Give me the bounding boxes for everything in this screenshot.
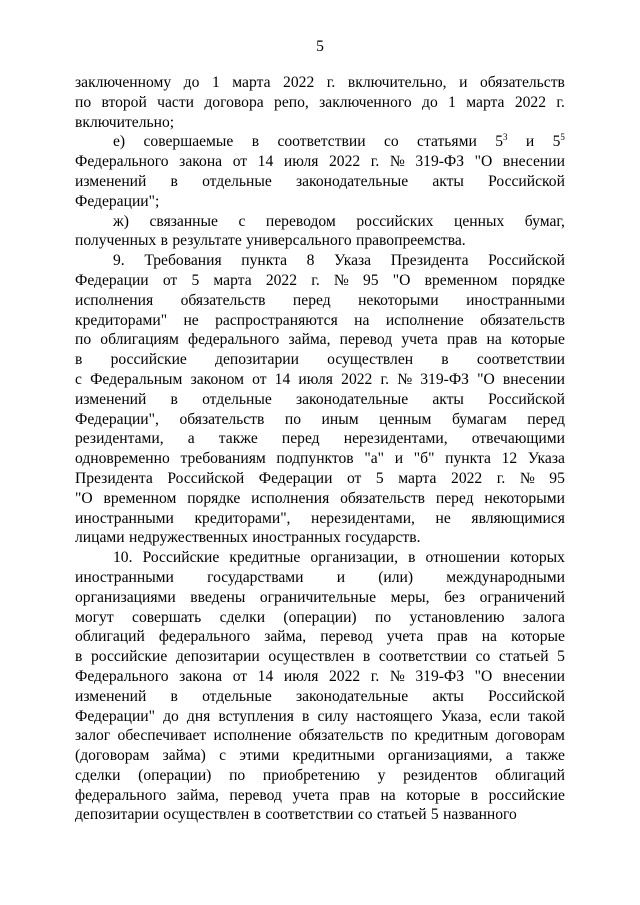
text-line: федерального займа, перевод учета прав на которые в российские: [75, 786, 565, 804]
text-line: облигаций федерального займа, перевод учета прав на которые: [75, 628, 565, 646]
text-line: изменений в отдельные законодательные акты Российской: [75, 390, 565, 408]
text-line: иностранными кредиторами", нерезидентами, не являющимися: [75, 509, 565, 527]
text-line: залог обеспечивает исполнение обязательств по кредитным договорам: [75, 727, 565, 745]
paragraph-e: [75, 132, 565, 211]
text-line: полученных в результате универсального правопреемства.: [75, 232, 466, 250]
text-line: 10. Российские кредитные организации, в отношении которых: [113, 549, 565, 567]
text-line: исполнения обязательств перед некоторыми иностранными: [75, 291, 565, 309]
text-line: изменений в отдельные законодательные акты Российской: [75, 172, 565, 190]
text-line: Федерации";: [75, 192, 160, 210]
text-line: в российские депозитарии осуществлен в соответствии: [75, 351, 565, 369]
text-line: по облигациям федерального займа, перевод учета прав на которые: [75, 331, 565, 349]
text-line: сделки (операции) по приобретению у резидентов облигаций: [75, 766, 565, 784]
text-line: одновременно требованиям подпунктов "а" и "б" пункта 12 Указа: [75, 450, 565, 468]
text-line: кредиторами" не распространяются на исполнение обязательств: [75, 311, 565, 329]
text-line: 9. Требования пункта 8 Указа Президента Российской: [113, 252, 565, 270]
text-line: могут совершать сделки (операции) по установлению залога: [75, 608, 565, 626]
text-line: (договорам займа) с этими кредитными организациями, а также: [75, 747, 565, 765]
text-line: с Федеральным законом от 14 июля 2022 г. № 319-ФЗ "О внесении: [75, 370, 565, 388]
text-line: заключенному до 1 марта 2022 г. включительно, и обязательств: [75, 74, 565, 91]
text-line: депозитарии осуществлен в соответствии со статьей 5 названного: [75, 806, 517, 824]
paragraph-p9: [75, 251, 565, 548]
text-line: "О временном порядке исполнения обязательств перед некоторыми: [75, 489, 565, 507]
text-line: по второй части договора репо, заключенного до 1 марта 2022 г.: [75, 93, 565, 111]
paragraph-zh: [75, 212, 565, 252]
text-line: организациями введены ограничительные меры, без ограничений: [75, 588, 565, 606]
text-line: резидентами, а также перед нерезидентами, отвечающими: [75, 430, 565, 448]
text-line: Федерального закона от 14 июля 2022 г. № 319-ФЗ "О внесении: [75, 153, 565, 171]
page-number: 5: [316, 38, 324, 55]
text-line: в российские депозитарии осуществлен в соответствии со статьей 5: [75, 648, 565, 666]
text-line: иностранными государствами и (или) международными: [75, 568, 565, 586]
text-line: е) совершаемые в соответствии со статьями $5^3$ и $5^5$: [113, 132, 565, 151]
paragraph-cont: [75, 73, 565, 132]
text-line: Федерации от 5 марта 2022 г. № 95 "О временном порядке: [75, 271, 565, 289]
text-line: лицами недружественных иностранных государств.: [75, 529, 421, 547]
text-line: ж) связанные с переводом российских ценных бумаг,: [113, 212, 565, 230]
text-line: Федерации" до дня вступления в силу настоящего Указа, если такой: [75, 707, 565, 725]
paragraph-p10: [75, 548, 565, 825]
text-line: изменений в отдельные законодательные акты Российской: [75, 687, 565, 705]
text-line: Президента Российской Федерации от 5 марта 2022 г. № 95: [75, 469, 565, 487]
text-line: Федерации", обязательств по иным ценным бумагам перед: [75, 410, 565, 428]
document-body: [75, 73, 565, 825]
text-line: включительно;: [75, 113, 175, 131]
text-line: Федерального закона от 14 июля 2022 г. № 319-ФЗ "О внесении: [75, 667, 565, 685]
